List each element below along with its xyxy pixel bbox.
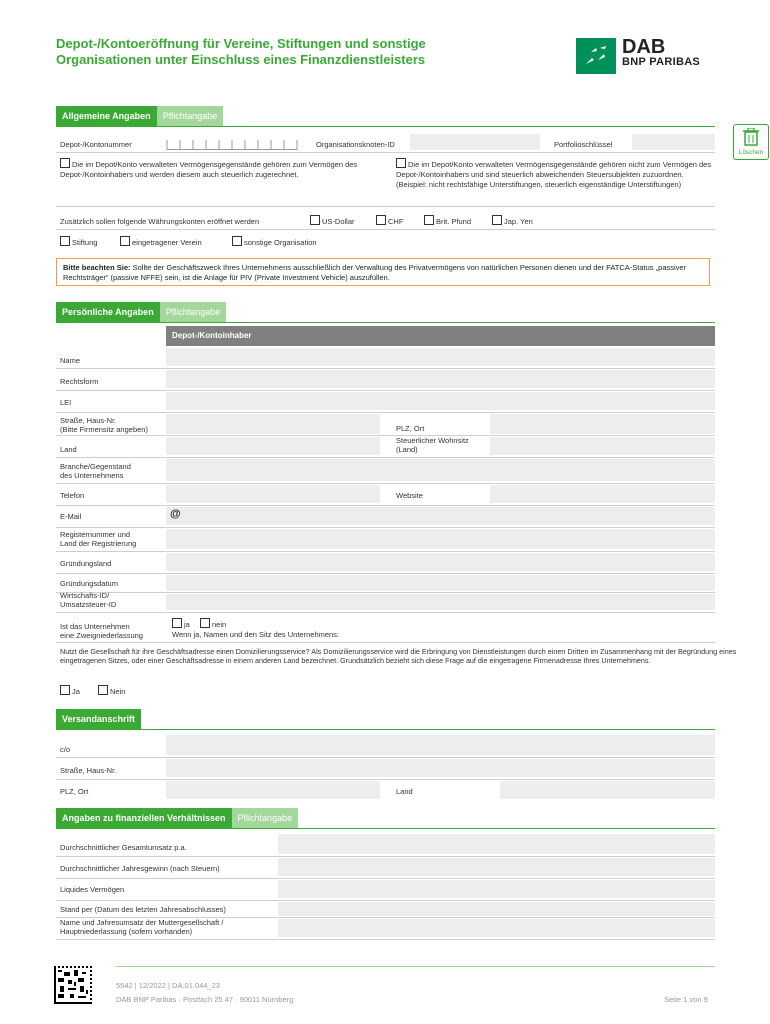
title-line-1: Depot-/Kontoeröffnung für Vereine, Stiftungen und sonstige <box>56 36 426 51</box>
shipping-zip-label: PLZ, Ort <box>60 787 89 796</box>
branch-line1: Ist das Unternehmen <box>60 622 130 631</box>
as-of-date-label: Stand per (Datum des letzten Jahresabschlusses) <box>60 905 226 914</box>
website-input[interactable] <box>490 485 715 503</box>
option-own-assets-label: Die im Depot/Konto verwalteten Vermögensgegenstände gehören zum Vermögen des Depot-/Kontoinhabers und werden diesem auch steuerlich zugerechnet. <box>60 160 358 179</box>
account-holder-column-head: Depot-/Kontoinhaber <box>166 326 715 346</box>
parent-company-label <box>60 918 223 936</box>
checkbox[interactable] <box>60 236 70 246</box>
logo-dab: DAB <box>622 36 666 58</box>
currency-gbp-label: Brit. Pfund <box>436 217 472 226</box>
domiciliation-no-label: Nein <box>110 687 126 696</box>
checkbox[interactable] <box>424 215 434 225</box>
branch-hint: Wenn ja, Namen und den Sitz des Unternehmens: <box>172 630 340 639</box>
co-label: c/o <box>60 745 71 754</box>
org-type-association[interactable] <box>120 236 202 248</box>
bnp-logo-icon <box>576 38 616 74</box>
section-general-title: Allgemeine Angaben <box>56 106 157 126</box>
founding-date-input[interactable] <box>166 575 715 591</box>
zip-city-input[interactable] <box>490 414 715 434</box>
branch-yes[interactable] <box>172 618 190 630</box>
lei-label: LEI <box>60 398 72 407</box>
domiciliation-yes[interactable] <box>60 685 80 697</box>
branch-no[interactable] <box>200 618 226 630</box>
tax-residence-input[interactable] <box>490 437 715 455</box>
note-text: Sollte der Geschäftszweck Ihres Unternehmens ausschließlich der Verwaltung des Privatvermögens von natürlichen Personen dienen und der FATCA-Status „passiver Rechtsträger“ (passive NFFE) sein, ist die Anlage für PIV (Private Investment Vehicle) auszufüllen. <box>63 263 687 282</box>
parent-company-line1: Name und Jahresumsatz der Muttergesellschaft / <box>60 918 224 927</box>
shipping-country-label: Land <box>396 787 413 796</box>
option-own-assets[interactable] <box>60 158 378 180</box>
digit-boxes <box>166 134 302 150</box>
org-id-label: Organisationsknoten-ID <box>316 140 395 149</box>
vat-id-label <box>60 591 116 609</box>
vat-id-line1: Wirtschafts-ID/ <box>60 591 110 600</box>
as-of-date-input[interactable] <box>278 902 715 916</box>
page-number: Seite 1 von 9 <box>664 995 708 1004</box>
account-number-input[interactable] <box>166 134 302 150</box>
section-financial-header <box>56 808 298 828</box>
street-input[interactable] <box>166 414 380 434</box>
website-label: Website <box>396 491 423 500</box>
footer-address: DAB BNP Paribas · Postfach 25 47 · 90011 Nürnberg <box>116 995 294 1004</box>
domiciliation-no[interactable] <box>98 685 125 697</box>
founding-country-input[interactable] <box>166 553 715 571</box>
shipping-zip-input[interactable] <box>166 781 380 799</box>
country-label: Land <box>60 445 77 454</box>
page-title <box>56 36 496 68</box>
parent-company-input[interactable] <box>278 919 715 937</box>
logo-bnp-paribas: BNP PARIBAS <box>622 56 701 68</box>
org-id-input[interactable] <box>410 134 540 150</box>
section-shipping-header <box>56 709 141 729</box>
delete-label: Löschen <box>738 149 764 156</box>
option-third-party-assets-label: Die im Depot/Konto verwalteten Vermögensgegenstände gehören nicht zum Vermögen des Depot-/Kontoinhabers und sind steuerlich abweichenden Steuersubjekten zuzuordnen. (Beispiel: nicht rechtsfähige Unterstiftungen, steuerlich eigenständige Unterstiftungen) <box>396 160 712 189</box>
org-type-foundation[interactable] <box>60 236 97 248</box>
street-label-line1: Straße, Haus-Nr. <box>60 416 117 425</box>
domiciliation-question: Nutzt die Gesellschaft für ihre Geschäftsadresse einen Domizilierungsservice? Als Domizilierungsservice wird die Erbringung von Dienstleistungen durch einen Dritten im Zusammenhang mit der Begründung eines eingetragenen Sitzes, oder einer Geschäftsadresse in einem anderen Land bezeichnet. Grundsätzlich bezieht sich diese Frage auf die eingetragene Firmenadresse Ihres Unternehmens. <box>60 647 737 665</box>
org-type-foundation-label: Stiftung <box>72 238 98 247</box>
checkbox[interactable] <box>60 158 70 168</box>
email-input[interactable] <box>166 507 715 525</box>
account-number-label: Depot-/Kontonummer <box>60 140 132 149</box>
checkbox[interactable] <box>232 236 242 246</box>
co-input[interactable] <box>166 735 715 755</box>
register-label <box>60 530 136 548</box>
email-label: E-Mail <box>60 512 82 521</box>
currency-usd[interactable] <box>310 215 355 227</box>
fatca-note <box>56 258 710 286</box>
checkbox[interactable] <box>60 685 70 695</box>
currency-chf[interactable] <box>376 215 403 227</box>
checkbox[interactable] <box>492 215 502 225</box>
currency-jpy-label: Jap. Yen <box>504 217 533 226</box>
checkbox[interactable] <box>310 215 320 225</box>
industry-label <box>60 462 131 480</box>
branch-line2: eine Zweigniederlassung <box>60 631 143 640</box>
delete-button[interactable] <box>733 124 769 160</box>
shipping-country-input[interactable] <box>500 781 715 799</box>
required-tag: Pflichtangabe <box>232 808 299 828</box>
org-type-association-label: eingetragener Verein <box>132 238 202 247</box>
tax-residence-line2: (Land) <box>396 445 418 454</box>
vat-id-input[interactable] <box>166 594 715 610</box>
section-financial-title: Angaben zu finanziellen Verhältnissen <box>56 808 232 828</box>
checkbox[interactable] <box>120 236 130 246</box>
required-tag: Pflichtangabe <box>160 302 227 322</box>
checkbox[interactable] <box>98 685 108 695</box>
checkbox[interactable] <box>200 618 210 628</box>
register-line1: Registernummer und <box>60 530 131 539</box>
phone-input[interactable] <box>166 485 380 503</box>
at-icon: @ <box>170 508 181 520</box>
currency-accounts-label: Zusätzlich sollen folgende Währungskonten eröffnet werden <box>60 217 260 226</box>
zip-city-label: PLZ, Ort <box>396 424 425 433</box>
datamatrix-code <box>54 966 92 1004</box>
revenue-input[interactable] <box>278 834 715 854</box>
checkbox[interactable] <box>396 158 406 168</box>
currency-chf-label: CHF <box>388 217 404 226</box>
liquid-assets-input[interactable] <box>278 880 715 898</box>
name-input[interactable] <box>166 348 715 366</box>
lei-input[interactable] <box>166 392 715 410</box>
legal-form-input[interactable] <box>166 370 715 388</box>
founding-date-label: Gründungsdatum <box>60 579 118 588</box>
section-personal-title: Persönliche Angaben <box>56 302 160 322</box>
branch-label <box>60 622 143 640</box>
required-tag: Pflichtangabe <box>157 106 224 126</box>
org-type-other-label: sonstige Organisation <box>244 238 317 247</box>
section-shipping-title: Versandanschrift <box>56 709 141 729</box>
vat-id-line2: Umsatzsteuer-ID <box>60 600 117 609</box>
industry-line2: des Unternehmens <box>60 471 124 480</box>
tax-residence-label <box>396 436 469 454</box>
parent-company-line2: Hauptniederlassung (sofern vorhanden) <box>60 927 193 936</box>
country-input[interactable] <box>166 437 380 455</box>
industry-line1: Branche/Gegenstand <box>60 462 131 471</box>
section-general-header <box>56 106 223 126</box>
option-third-party-assets[interactable] <box>396 158 712 190</box>
name-label: Name <box>60 356 81 365</box>
note-bold: Bitte beachten Sie: <box>63 263 131 272</box>
legal-form-label: Rechtsform <box>60 377 99 386</box>
street-label-line2: (Bitte Firmensitz angeben) <box>60 425 148 434</box>
checkbox[interactable] <box>376 215 386 225</box>
register-line2: Land der Registrierung <box>60 539 137 548</box>
currency-usd-label: US-Dollar <box>322 217 355 226</box>
revenue-label: Durchschnittlicher Gesamtumsatz p.a. <box>60 843 187 852</box>
form-code: 5542 | 12/2022 | DA.01.044_23 <box>116 981 220 990</box>
checkbox[interactable] <box>172 618 182 628</box>
profit-label: Durchschnittlicher Jahresgewinn (nach Steuern) <box>60 864 220 873</box>
title-line-2: Organisationen unter Einschluss eines Finanzdienstleisters <box>56 52 426 67</box>
currency-gbp[interactable] <box>424 215 471 227</box>
liquid-assets-label: Liquides Vermögen <box>60 885 125 894</box>
org-type-other[interactable] <box>232 236 317 248</box>
register-input[interactable] <box>166 529 715 549</box>
currency-jpy[interactable] <box>492 215 533 227</box>
portfolio-key-input[interactable] <box>632 134 715 150</box>
domiciliation-yes-label: Ja <box>72 687 80 696</box>
branch-no-label: nein <box>212 620 227 629</box>
founding-country-label: Gründungsland <box>60 559 112 568</box>
street-label <box>60 416 148 434</box>
trash-icon <box>743 128 759 146</box>
profit-input[interactable] <box>278 858 715 876</box>
shipping-street-label: Straße, Haus-Nr. <box>60 766 117 775</box>
industry-input[interactable] <box>166 459 715 481</box>
section-personal-header <box>56 302 226 322</box>
branch-yes-label: ja <box>184 620 190 629</box>
tax-residence-line1: Steuerlicher Wohnsitz <box>396 436 469 445</box>
phone-label: Telefon <box>60 491 85 500</box>
portfolio-key-label: Portfolioschlüssel <box>554 140 613 149</box>
shipping-street-input[interactable] <box>166 759 715 777</box>
